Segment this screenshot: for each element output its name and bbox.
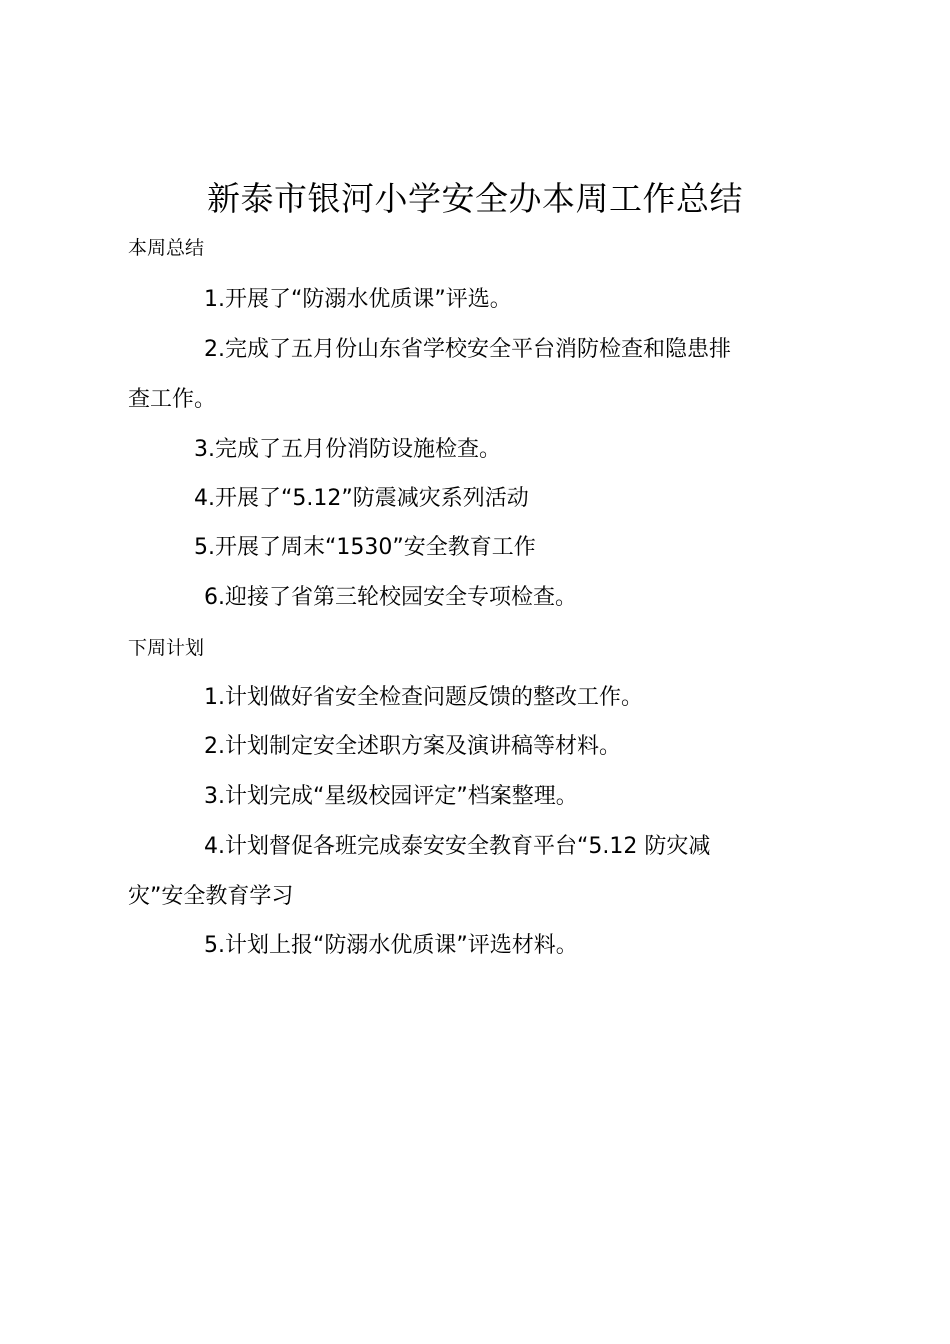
this-week-item-3 [128, 425, 826, 475]
next-week-item-4 [128, 822, 826, 922]
item-line: 3.完成了五月份消防设施检查。 [194, 437, 501, 462]
item-line: 3.计划完成“星级校园评定”档案整理。 [204, 784, 578, 809]
item-line: 2.完成了五月份山东省学校安全平台消防检查和隐患排 [204, 337, 731, 362]
item-line: 4.开展了“5.12”防震减灾系列活动 [194, 486, 529, 511]
next-week-item-1 [128, 673, 826, 723]
next-week-item-3 [128, 772, 826, 822]
this-week-item-6 [128, 573, 826, 623]
document-title: 新泰市银河小学安全办本周工作总结 [207, 179, 743, 218]
this-week-item-1 [128, 275, 826, 325]
next-week-item-5 [128, 921, 826, 971]
section-heading-this-week: 本周总结 [128, 237, 205, 259]
item-line: 6.迎接了省第三轮校园安全专项检查。 [204, 585, 577, 610]
next-week-item-2 [128, 722, 826, 772]
item-line: 1.开展了“防溺水优质课”评选。 [204, 287, 512, 312]
item-line: 4.计划督促各班完成泰安安全教育平台“5.12 防灾减 [204, 834, 711, 859]
item-line-continued: 查工作。 [128, 387, 217, 412]
item-line: 5.开展了周末“1530”安全教育工作 [194, 535, 536, 560]
section-heading-next-week: 下周计划 [128, 637, 205, 659]
item-line: 2.计划制定安全述职方案及演讲稿等材料。 [204, 734, 621, 759]
item-line-continued: 灾”安全教育学习 [128, 884, 294, 909]
this-week-item-4 [128, 474, 826, 524]
item-line: 5.计划上报“防溺水优质课”评选材料。 [204, 933, 578, 958]
item-line: 1.计划做好省安全检查问题反馈的整改工作。 [204, 685, 643, 710]
this-week-item-2 [128, 325, 826, 425]
this-week-item-5 [128, 523, 826, 573]
